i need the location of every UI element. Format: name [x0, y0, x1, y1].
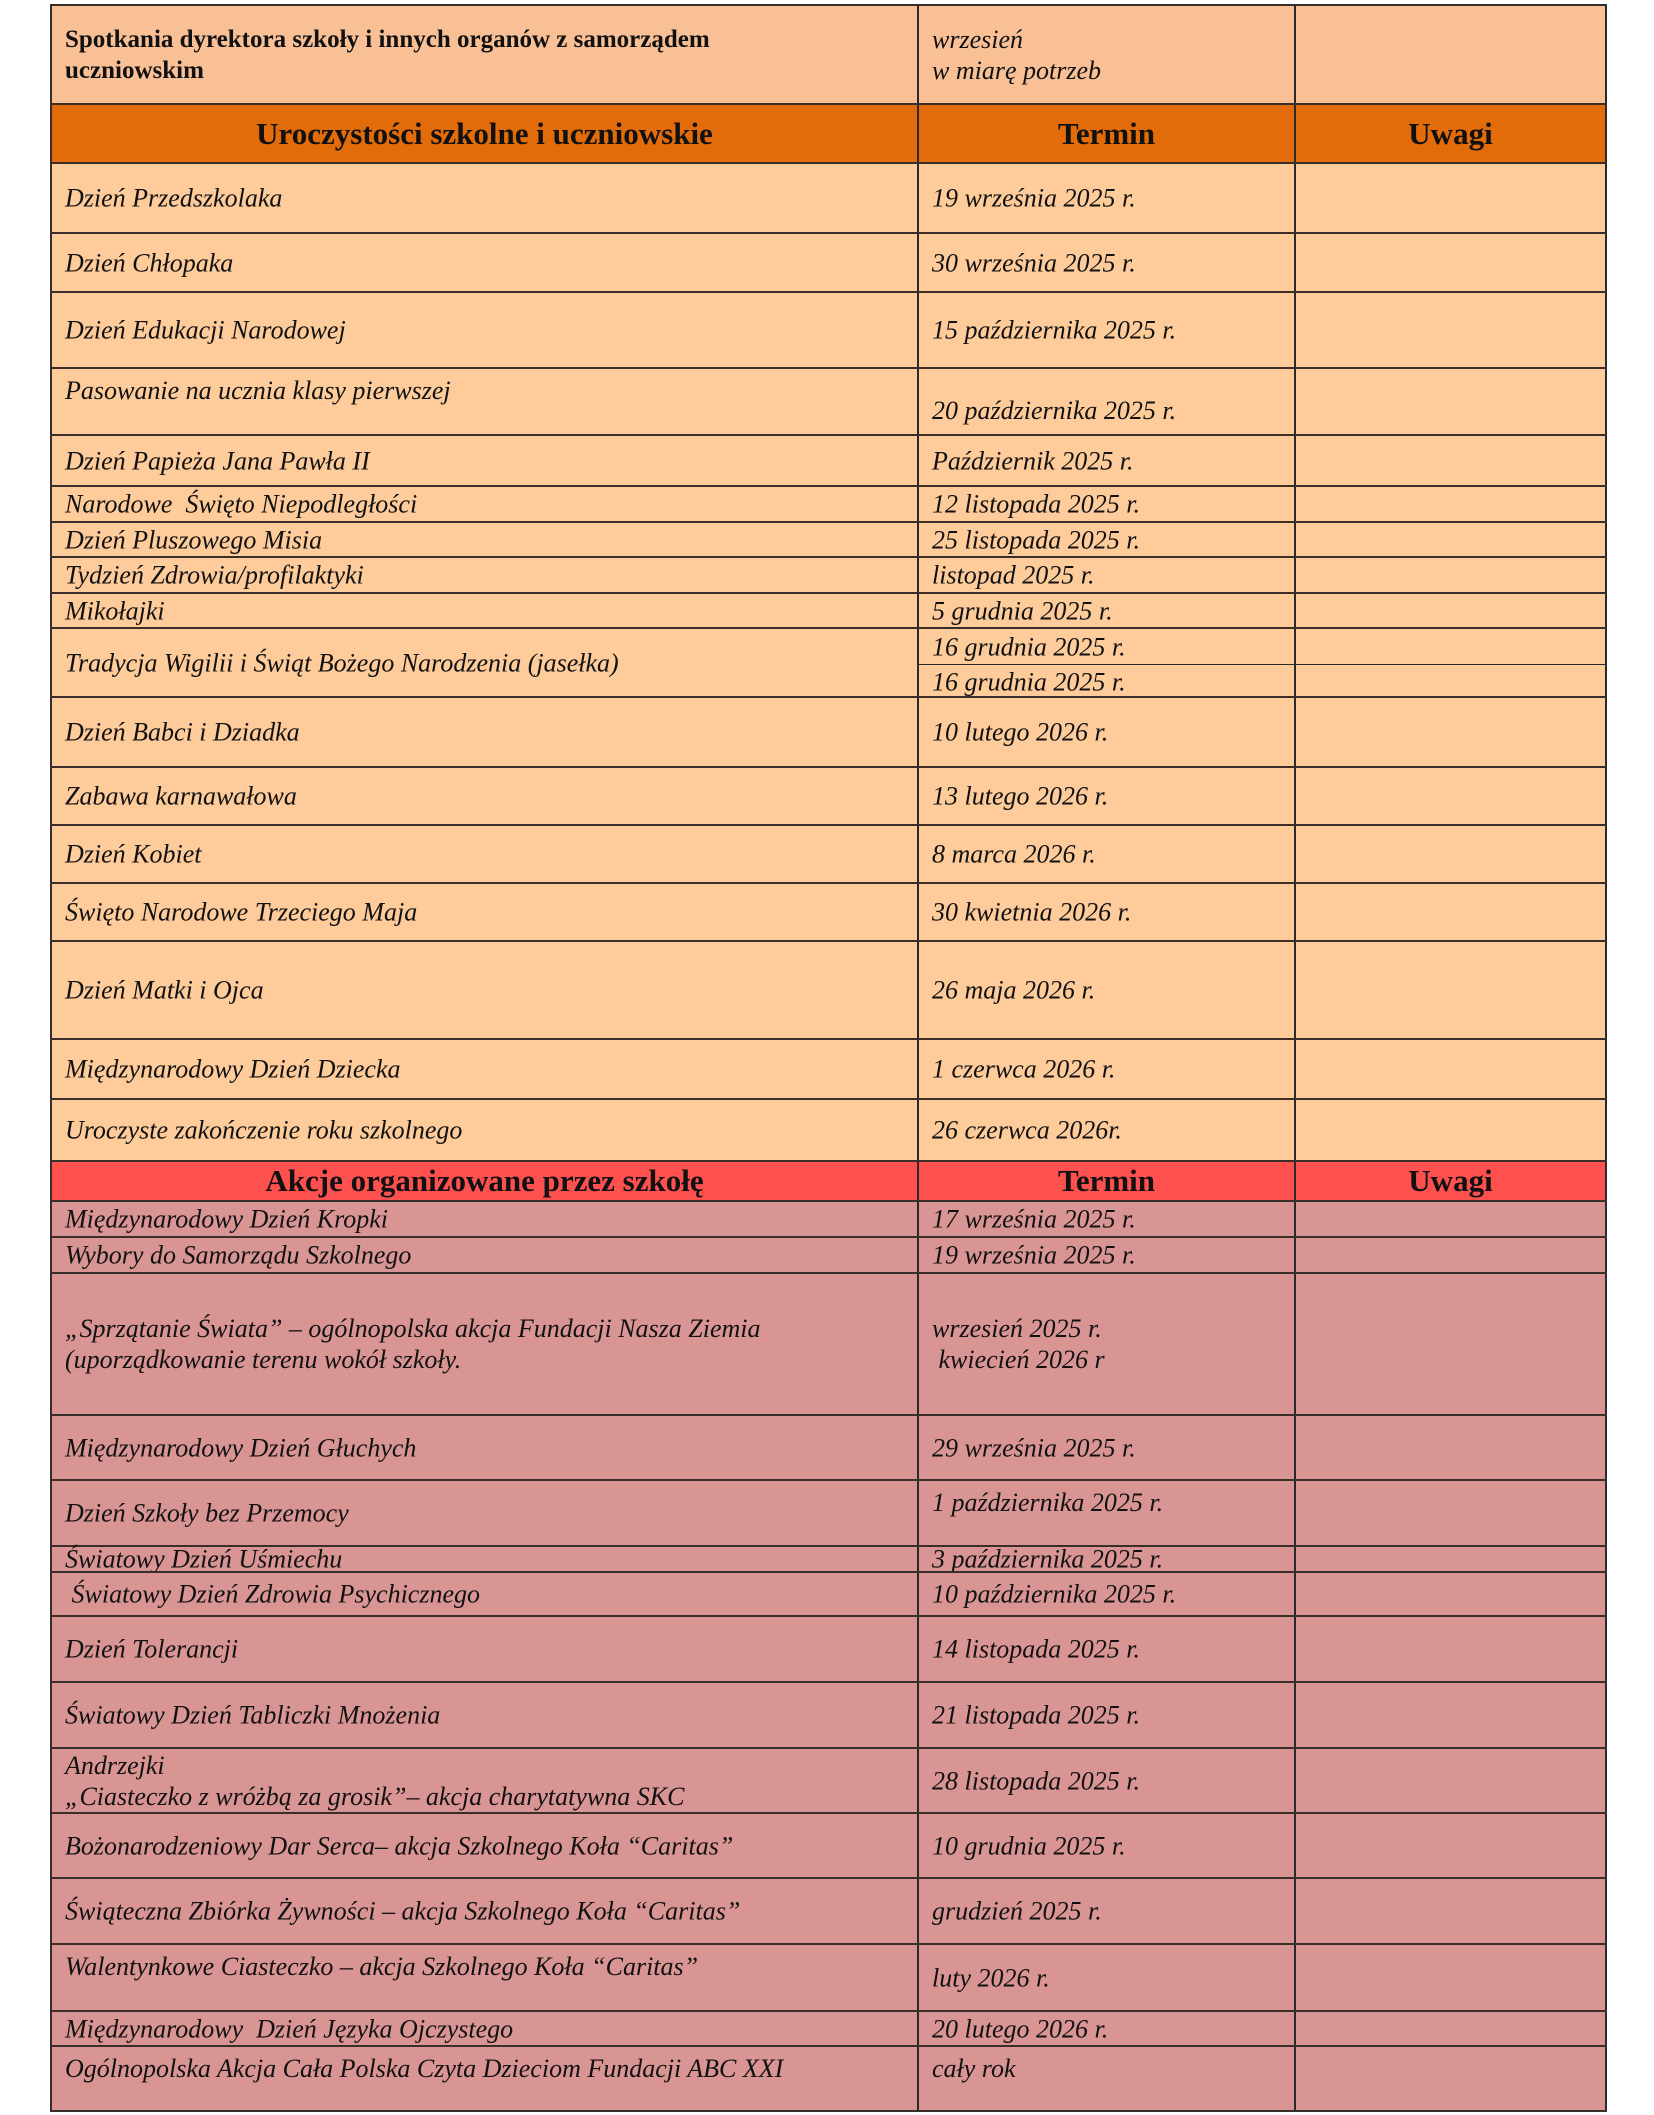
- table-row: [50, 1272, 1607, 1414]
- event-name-cell: [50, 1945, 917, 2010]
- table-row: [50, 291, 1607, 367]
- event-name: Bożonarodzeniowy Dar Serca– akcja Szkolnego Koła “Caritas”: [65, 1831, 734, 1860]
- event-date: 30 września 2025 r.: [932, 248, 1136, 277]
- event-notes-cell: [1294, 698, 1607, 766]
- event-name-cell: [50, 523, 917, 556]
- event-date-cell: [917, 629, 1294, 696]
- intro-row: [50, 4, 1607, 103]
- event-date-cell: [917, 1040, 1294, 1098]
- table-row: [50, 1479, 1607, 1545]
- event-date-cell: [917, 884, 1294, 940]
- event-name: Dzień Chłopaka: [65, 248, 234, 277]
- event-name: Tydzień Zdrowia/profilaktyki: [65, 560, 364, 590]
- event-name: Międzynarodowy Dzień Dziecka: [65, 1054, 401, 1084]
- event-notes-cell: [1294, 558, 1607, 592]
- event-name-cell: [50, 164, 917, 232]
- event-name-cell: [50, 558, 917, 592]
- event-notes-cell: [1294, 523, 1607, 556]
- table-row: [50, 1943, 1607, 2010]
- event-name-cell: [50, 234, 917, 291]
- event-date: 12 listopada 2025 r.: [932, 489, 1141, 519]
- event-name-cell: [50, 1683, 917, 1747]
- table-row: [50, 556, 1607, 592]
- event-name-cell: [50, 1274, 917, 1414]
- event-date: grudzień 2025 r.: [932, 1896, 1102, 1926]
- event-name-cell: [50, 436, 917, 485]
- event-notes-cell: [1294, 826, 1607, 882]
- event-name-cell: [50, 1202, 917, 1236]
- event-date: wrzesień w miarę potrzeb: [932, 24, 1101, 85]
- table-row: [50, 434, 1607, 485]
- event-date-cell: [917, 1481, 1294, 1545]
- table-row: [50, 367, 1607, 434]
- event-date-cell: [917, 1274, 1294, 1414]
- event-date: cały rok: [932, 2054, 1016, 2083]
- table-row: [50, 1038, 1607, 1098]
- table-row: [50, 1615, 1607, 1681]
- event-date-cell: [917, 2012, 1294, 2045]
- event-name: Dzień Przedszkolaka: [65, 183, 283, 213]
- table-row: [50, 627, 1607, 696]
- event-notes-cell: [1294, 164, 1607, 232]
- section-title-cell: [50, 1162, 917, 1200]
- event-date-cell: [917, 768, 1294, 824]
- event-notes-cell: [1294, 1617, 1607, 1681]
- event-date: 13 lutego 2026 r.: [932, 781, 1109, 811]
- event-name: Dzień Tolerancji: [65, 1634, 239, 1664]
- event-notes-cell: [1294, 293, 1607, 367]
- column-header-notes-cell: [1294, 1162, 1607, 1200]
- section1-header-row: [50, 103, 1607, 162]
- event-date: 14 listopada 2025 r.: [932, 1634, 1141, 1664]
- event-name-cell: [50, 293, 917, 367]
- event-notes-cell: [1294, 884, 1607, 940]
- event-name: Święto Narodowe Trzeciego Maja: [65, 897, 418, 927]
- event-name-cell: [50, 884, 917, 940]
- event-date: 17 września 2025 r.: [932, 1204, 1136, 1234]
- event-date-cell: [917, 826, 1294, 882]
- table-row: [50, 940, 1607, 1038]
- event-date-subcell: [919, 664, 1294, 699]
- table-row: [50, 1812, 1607, 1877]
- event-name-cell: [50, 1544, 917, 1574]
- event-date-cell: [917, 523, 1294, 556]
- column-header-date: Termin: [1057, 1163, 1156, 1198]
- event-notes-cell: [1294, 1040, 1607, 1098]
- event-name-cell: [50, 1416, 917, 1479]
- event-date-cell: [917, 594, 1294, 627]
- event-date: 25 listopada 2025 r.: [932, 525, 1141, 554]
- event-date: 16 grudnia 2025 r.: [932, 632, 1126, 661]
- event-date: 3 października 2025 r.: [932, 1544, 1164, 1574]
- event-name-cell: [50, 2047, 917, 2110]
- event-name: Ogólnopolska Akcja Cała Polska Czyta Dzieciom Fundacji ABC XXI: [65, 2054, 784, 2083]
- event-notes-cell: [1294, 594, 1607, 627]
- event-date: 20 lutego 2026 r.: [932, 2014, 1109, 2043]
- event-date-cell: [917, 164, 1294, 232]
- event-date-subcell: [919, 629, 1294, 664]
- event-date-cell: [917, 369, 1294, 434]
- table-row: [50, 1747, 1607, 1812]
- event-name: Tradycja Wigilii i Świąt Bożego Narodzenia (jasełka): [65, 648, 619, 677]
- column-header-date: Termin: [1057, 115, 1156, 151]
- event-date: 19 września 2025 r.: [932, 1240, 1136, 1270]
- event-notes-cell: [1294, 768, 1607, 824]
- event-notes-cell: [1294, 1100, 1607, 1160]
- table-row: [50, 485, 1607, 521]
- table-row: [50, 824, 1607, 882]
- event-name: Spotkania dyrektora szkoły i innych organów z samorządem uczniowskim: [65, 25, 710, 84]
- event-notes-cell: [1294, 1202, 1607, 1236]
- event-name: Dzień Pluszowego Misia: [65, 525, 323, 554]
- event-date-cell: [917, 2047, 1294, 2110]
- event-name: Międzynarodowy Dzień Języka Ojczystego: [65, 2014, 514, 2043]
- event-name: Dzień Edukacji Narodowej: [65, 315, 346, 345]
- event-date: wrzesień 2025 r. kwiecień 2026 r: [932, 1314, 1105, 1374]
- event-name-cell: [50, 1814, 917, 1877]
- event-name-cell: [50, 826, 917, 882]
- event-date-cell: [917, 1202, 1294, 1236]
- event-notes-cell: [1294, 2012, 1607, 2045]
- event-date-cell: [917, 487, 1294, 521]
- event-name: Światowy Dzień Zdrowia Psychicznego: [65, 1579, 481, 1609]
- event-name: Międzynarodowy Dzień Kropki: [65, 1204, 389, 1234]
- event-date-cell: [917, 293, 1294, 367]
- event-date: 19 września 2025 r.: [932, 183, 1136, 213]
- event-date-cell: [917, 6, 1294, 103]
- event-name-cell: [50, 487, 917, 521]
- event-date: 16 grudnia 2025 r.: [932, 667, 1126, 697]
- table-row: [50, 521, 1607, 556]
- event-name-cell: [50, 369, 917, 434]
- event-name: Zabawa karnawałowa: [65, 781, 297, 811]
- event-date-cell: [917, 1879, 1294, 1943]
- event-date: 30 kwietnia 2026 r.: [932, 897, 1132, 927]
- event-date-cell: [917, 558, 1294, 592]
- event-notes-cell: [1294, 1274, 1607, 1414]
- event-date-cell: [917, 1238, 1294, 1272]
- event-date: 8 marca 2026 r.: [932, 839, 1096, 869]
- event-name: Mikołajki: [65, 596, 165, 625]
- event-notes-cell: [1294, 1814, 1607, 1877]
- event-date-cell: [917, 1683, 1294, 1747]
- event-date: 1 czerwca 2026 r.: [932, 1054, 1116, 1084]
- event-name-cell: [50, 1481, 917, 1545]
- column-header-notes-cell: [1294, 105, 1607, 162]
- table-row: [50, 232, 1607, 291]
- event-date: 15 października 2025 r.: [932, 315, 1177, 345]
- table-bottom-border: [50, 2110, 1607, 2112]
- event-date-cell: [917, 234, 1294, 291]
- event-date: 5 grudnia 2025 r.: [932, 596, 1113, 625]
- event-name-cell: [50, 1879, 917, 1943]
- column-header-date-cell: [917, 1162, 1294, 1200]
- event-name: Dzień Babci i Dziadka: [65, 717, 300, 747]
- event-date: 10 grudnia 2025 r.: [932, 1831, 1126, 1860]
- column-header-date-cell: [917, 105, 1294, 162]
- event-date: 26 maja 2026 r.: [932, 975, 1096, 1005]
- event-notes-cell: [1294, 1573, 1607, 1615]
- event-name: Światowy Dzień Tabliczki Mnożenia: [65, 1700, 441, 1730]
- event-date-cell: [917, 436, 1294, 485]
- event-name-cell: [50, 2012, 917, 2045]
- event-notes-cell: [1294, 1547, 1607, 1571]
- event-notes-cell: [1294, 487, 1607, 521]
- event-name-cell: [50, 768, 917, 824]
- event-notes-cell: [1294, 369, 1607, 434]
- table-row: [50, 1098, 1607, 1160]
- event-name-cell: [50, 1040, 917, 1098]
- table-row: [50, 2045, 1607, 2110]
- event-name: Światowy Dzień Uśmiechu: [65, 1544, 343, 1574]
- event-date: 21 listopada 2025 r.: [932, 1700, 1141, 1730]
- event-name: Walentynkowe Ciasteczko – akcja Szkolnego Koła “Caritas”: [65, 1952, 699, 1981]
- table-row: [50, 882, 1607, 940]
- table-row: [50, 162, 1607, 232]
- event-date-cell: [917, 1749, 1294, 1812]
- event-date: 10 października 2025 r.: [932, 1579, 1177, 1609]
- table-row: [50, 1414, 1607, 1479]
- event-date: 29 września 2025 r.: [932, 1433, 1136, 1462]
- event-name: Dzień Kobiet: [65, 839, 202, 869]
- event-name-cell: [50, 1100, 917, 1160]
- section2-header-row: [50, 1160, 1607, 1200]
- event-date: luty 2026 r.: [932, 1963, 1050, 1992]
- event-name-cell: [50, 1749, 917, 1812]
- event-notes-cell: [1294, 942, 1607, 1038]
- event-date: 20 października 2025 r.: [932, 396, 1177, 425]
- table-row: [50, 1877, 1607, 1943]
- event-name: Dzień Papieża Jana Pawła II: [65, 446, 370, 475]
- table-row: [50, 1544, 1607, 1574]
- event-notes-cell: [1294, 1749, 1607, 1812]
- column-header-notes: Uwagi: [1408, 115, 1493, 151]
- event-date-cell: [917, 1544, 1294, 1574]
- event-date: listopad 2025 r.: [932, 560, 1095, 590]
- event-notes-cell: [1294, 2047, 1607, 2110]
- event-notes-cell: [1294, 234, 1607, 291]
- event-date: 26 czerwca 2026r.: [932, 1115, 1122, 1145]
- event-name-cell: [50, 1238, 917, 1272]
- event-date-cell: [917, 1100, 1294, 1160]
- column-header-notes: Uwagi: [1408, 1163, 1493, 1198]
- event-name: Dzień Matki i Ojca: [65, 975, 264, 1005]
- table-row: [50, 766, 1607, 824]
- event-date-cell: [917, 698, 1294, 766]
- event-name: Międzynarodowy Dzień Głuchych: [65, 1433, 417, 1462]
- event-notes-cell: [1294, 436, 1607, 485]
- event-name: Narodowe Święto Niepodległości: [65, 489, 418, 519]
- event-notes-cell: [1294, 1683, 1607, 1747]
- event-notes-cell: [1294, 1238, 1607, 1272]
- event-name: Wybory do Samorządu Szkolnego: [65, 1240, 412, 1270]
- table-row: [50, 1571, 1607, 1615]
- event-name-cell: [50, 942, 917, 1038]
- event-name-cell: [50, 1617, 917, 1681]
- event-name-cell: [50, 6, 917, 103]
- section-title: Akcje organizowane przez szkołę: [265, 1163, 704, 1198]
- event-date-cell: [917, 1416, 1294, 1479]
- table-row: [50, 1236, 1607, 1272]
- event-name: Andrzejki „Ciasteczko z wróżbą za grosik”– akcja charytatywna SKC: [65, 1750, 685, 1811]
- table-row: [50, 2010, 1607, 2045]
- event-name-cell: [50, 1573, 917, 1615]
- event-date-cell: [917, 1573, 1294, 1615]
- event-notes-cell: [1294, 1945, 1607, 2010]
- event-name: Uroczyste zakończenie roku szkolnego: [65, 1115, 463, 1145]
- event-date: 28 listopada 2025 r.: [932, 1766, 1141, 1795]
- event-name-cell: [50, 594, 917, 627]
- event-notes-cell: [1294, 6, 1607, 103]
- event-date-cell: [917, 1945, 1294, 2010]
- event-date-cell: [917, 1617, 1294, 1681]
- event-notes-cell: [1294, 1879, 1607, 1943]
- event-name-cell: [50, 629, 917, 696]
- event-notes-cell: [1294, 1416, 1607, 1479]
- event-notes-cell: [1294, 629, 1607, 696]
- event-date: 10 lutego 2026 r.: [932, 717, 1109, 747]
- event-date-cell: [917, 1814, 1294, 1877]
- table-row: [50, 1200, 1607, 1236]
- event-name: „Sprzątanie Świata” – ogólnopolska akcja Fundacji Nasza Ziemia (uporządkowanie terenu wokół szkoły.: [65, 1314, 761, 1374]
- notes-subcell-divider: [1296, 664, 1605, 665]
- event-name: Dzień Szkoły bez Przemocy: [65, 1498, 349, 1528]
- event-name: Świąteczna Zbiórka Żywności – akcja Szkolnego Koła “Caritas”: [65, 1896, 741, 1926]
- event-date-cell: [917, 942, 1294, 1038]
- event-date: Październik 2025 r.: [932, 446, 1134, 475]
- section-title-cell: [50, 105, 917, 162]
- event-date: 1 października 2025 r.: [932, 1488, 1164, 1517]
- event-name: Pasowanie na ucznia klasy pierwszej: [65, 376, 451, 405]
- table-row: [50, 592, 1607, 627]
- table-row: [50, 696, 1607, 766]
- event-name-cell: [50, 698, 917, 766]
- section-title: Uroczystości szkolne i uczniowskie: [256, 115, 713, 151]
- table-row: [50, 1681, 1607, 1747]
- event-notes-cell: [1294, 1481, 1607, 1545]
